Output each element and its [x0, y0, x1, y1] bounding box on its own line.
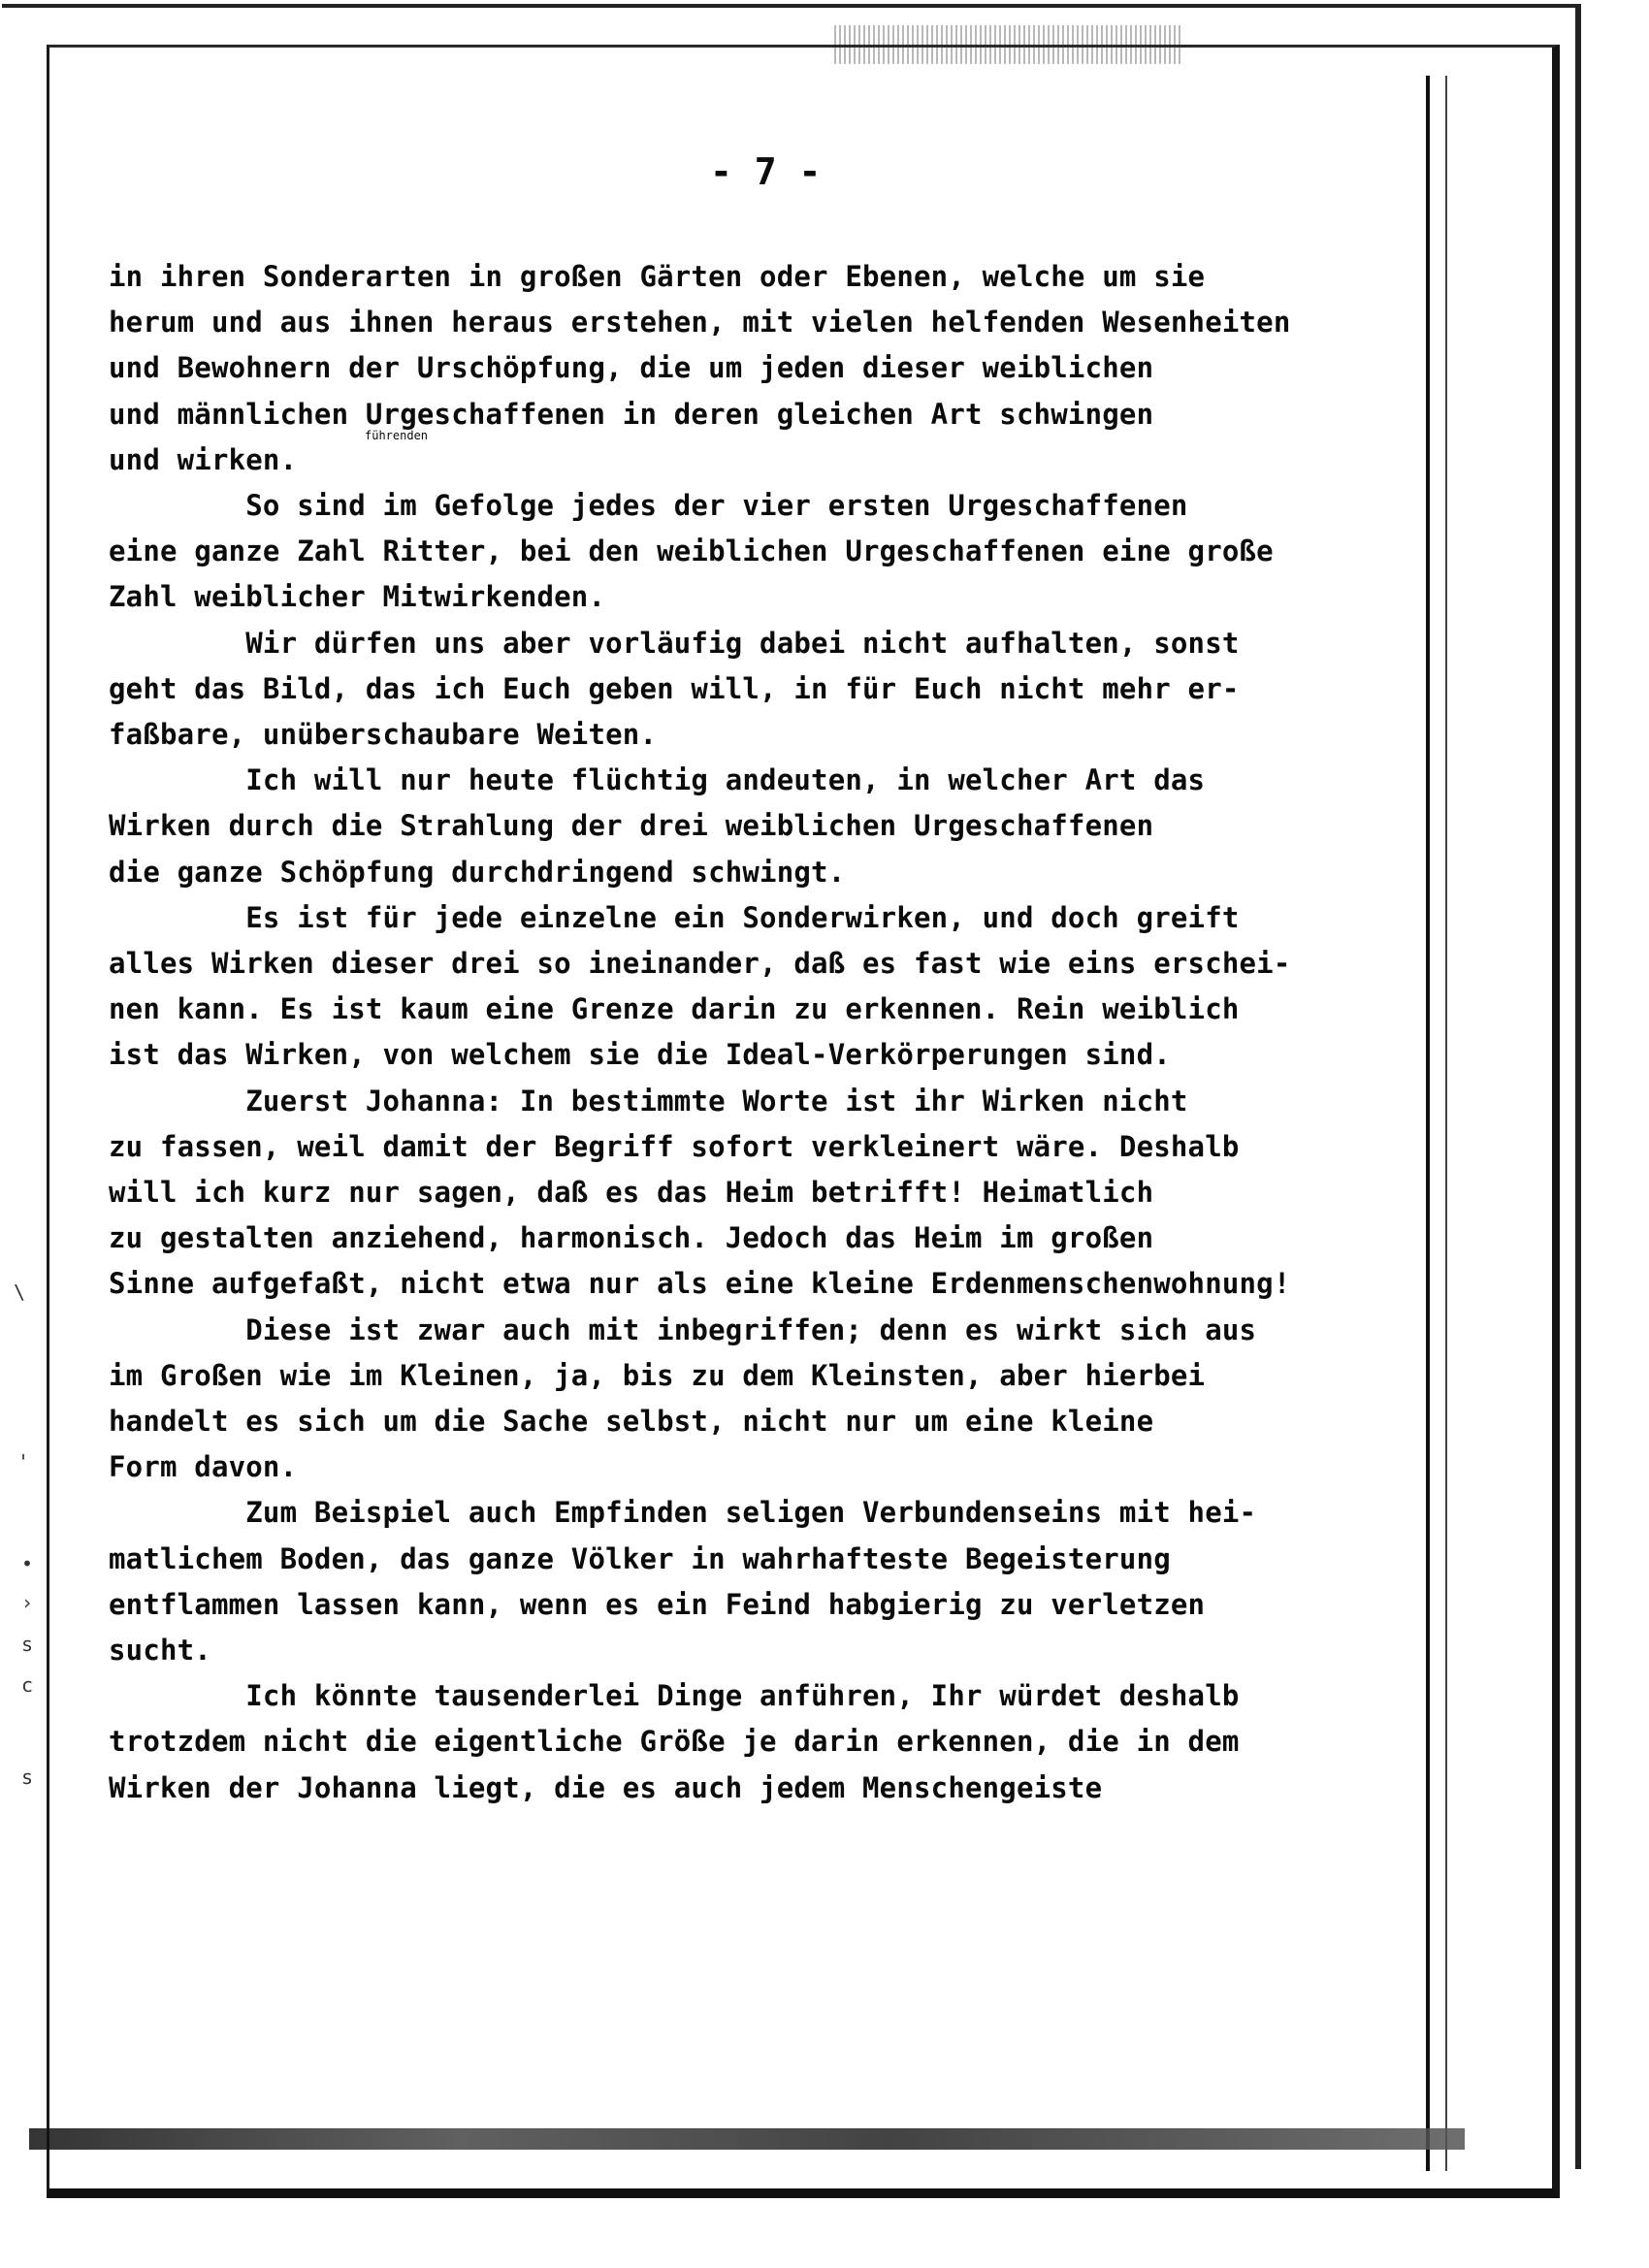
text-line: Zahl weiblicher Mitwirkenden. [109, 580, 606, 614]
text-line: und männlichen Urgeschaffenen in deren gleichen Art schwingen [109, 397, 1154, 431]
text-line: Sinne aufgefaßt, nicht etwa nur als eine kleine Erdenmenschenwohnung! [109, 1267, 1291, 1301]
text-line: Form davon. [109, 1450, 298, 1484]
margin-mark: s [21, 1766, 34, 1789]
text-line: trotzdem nicht die eigentliche Größe je darin erkennen, die in dem [109, 1725, 1240, 1759]
text-line: und Bewohnern der Urschöpfung, die um jeden dieser weiblichen [109, 351, 1154, 385]
text-line: Ich könnte tausenderlei Dinge anführen, Ihr würdet deshalb [109, 1679, 1240, 1713]
text-line: sucht. [109, 1634, 211, 1667]
margin-mark: s [21, 1633, 34, 1656]
text-line: geht das Bild, das ich Euch geben will, in für Euch nicht mehr er- [109, 671, 1240, 705]
text-line: Es ist für jede einzelne ein Sonderwirken, und doch greift [109, 900, 1240, 934]
text-line: Ich will nur heute flüchtig andeuten, in welcher Art das [109, 763, 1206, 797]
text-line: zu gestalten anziehend, harmonisch. Jedoch das Heim im großen [109, 1221, 1154, 1255]
text-line: entflammen lassen kann, wenn es ein Feind habgierig zu verletzen [109, 1587, 1206, 1621]
text-line: im Großen wie im Kleinen, ja, bis zu dem Kleinsten, aber hierbei [109, 1358, 1206, 1392]
handwritten-insertion: führenden [365, 429, 429, 442]
text-line: matlichem Boden, das ganze Völker in wahrhafteste Begeisterung [109, 1541, 1171, 1575]
text-line: Zuerst Johanna: In bestimmte Worte ist ihr Wirken nicht [109, 1084, 1188, 1118]
text-line: Diese ist zwar auch mit inbegriffen; denn es wirkt sich aus [109, 1312, 1257, 1346]
text-line: handelt es sich um die Sache selbst, nicht nur um eine kleine [109, 1405, 1154, 1438]
text-line: So sind im Gefolge jedes der vier ersten Urgeschaffenen [109, 489, 1188, 522]
margin-mark: › [21, 1591, 34, 1614]
text-line: eine ganze Zahl Ritter, bei den weiblichen Urgeschaffenen eine große [109, 535, 1274, 568]
text-line: nen kann. Es ist kaum eine Grenze darin zu erkennen. Rein weiblich [109, 992, 1240, 1026]
text-line: Wirken der Johanna liegt, die es auch jedem Menschengeiste [109, 1770, 1103, 1804]
scan-noise-bottom [29, 2128, 1465, 2150]
text-line: Wirken durch die Strahlung der drei weiblichen Urgeschaffenen [109, 809, 1154, 843]
text-line: alles Wirken dieser drei so ineinander, daß es fast wie eins erschei- [109, 947, 1291, 980]
text-line: will ich kurz nur sagen, daß es das Heim betrifft! Heimatlich [109, 1176, 1154, 1209]
page-number: - 7 - [710, 150, 822, 193]
text-line: ist das Wirken, von welchem sie die Ideal-Verkörperungen sind. [109, 1038, 1171, 1072]
text-line: Zum Beispiel auch Empfinden seligen Verbundenseins mit hei- [109, 1496, 1257, 1530]
text-line: faßbare, unüberschaubare Weiten. [109, 718, 658, 751]
binder-edge [1426, 76, 1447, 2171]
text-line: in ihren Sonderarten in großen Gärten oder Ebenen, welche um sie [109, 260, 1206, 293]
margin-mark: ' [17, 1450, 30, 1474]
text-line: herum und aus ihnen heraus erstehen, mit vielen helfenden Wesenheiten [109, 306, 1291, 340]
text-line: zu fassen, weil damit der Begriff sofort verkleinert wäre. Deshalb [109, 1129, 1240, 1163]
margin-mark: • [21, 1552, 34, 1575]
text-line: die ganze Schöpfung durchdringend schwingt. [109, 855, 846, 889]
text-line: und wirken. [109, 442, 298, 476]
margin-mark: \ [14, 1280, 26, 1304]
text-line: Wir dürfen uns aber vorläufig dabei nicht aufhalten, sonst [109, 626, 1240, 660]
margin-mark: c [21, 1673, 34, 1697]
